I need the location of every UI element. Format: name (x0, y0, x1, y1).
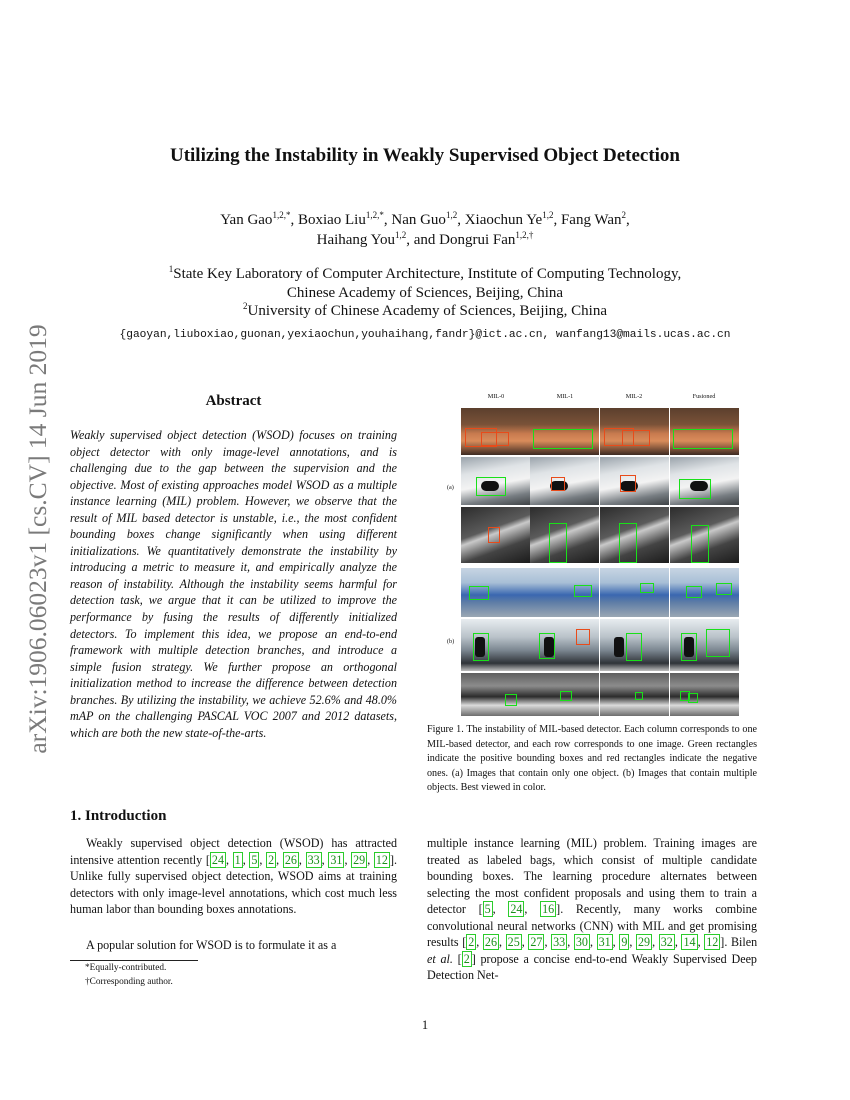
author-name: Nan Guo (391, 212, 446, 228)
paper-title: Utilizing the Instability in Weakly Supervised Object Detection (169, 145, 680, 166)
negative-box (622, 430, 650, 446)
right-column-paragraph: multiple instance learning (MIL) problem. Training images are treated as labeled bags, which consist of multiple candidate bounding boxes. The learning procedure alternates between selecting the most confident proposals and using them to train a detector [ 5 , 24 , 16 ]. Recently, many works combine convolutional neural networks (CNN) with MIL and get promising results [ 2 , 26 , 25 , 27 , 33 , 30 , 31 , 9 , 29 , 32 , 14 , 12 ]. Bilen et al. [ 2 ] propose a concise end-to-end Weakly Supervised Deep Detection Net- (427, 836, 758, 983)
negative-box (620, 475, 636, 492)
positive-box (679, 479, 711, 499)
citation-link[interactable]: 26 (284, 852, 297, 867)
affiliation-2-text: University of Chinese Academy of Sciences, Beijing, China (247, 303, 607, 319)
figure-image (670, 457, 739, 505)
citation-link[interactable]: 24 (211, 852, 224, 867)
authors-line-1: Yan Gao$^{1,2,*}$, Boxiao Liu$^{1,2,*}$, Nan Guo$^{1,2}$, Xiaochun Ye$^{1,2}$, Fang Wan$^2$, (220, 210, 630, 228)
author-affiliation-sup: 1,2 (542, 210, 554, 220)
right-text-b: . Recently, many works combine convolutional neural networks (CNN) with MIL and get promising results (427, 902, 758, 950)
figure-image (670, 507, 739, 563)
page-number: 1 (421, 1018, 429, 1032)
positive-box (574, 585, 592, 597)
figure-image (670, 568, 739, 617)
footnote-rule (70, 960, 198, 961)
right-text-d: propose a concise end-to-end Weakly Supervised Deep Detection Net- (427, 951, 757, 983)
right-citations-2: [ 2 , 26 , 25 , 27 , 33 , 30 , 31 , 9 , 29 , 32 , 14 , 12 ] (462, 935, 725, 950)
positive-box (716, 583, 732, 595)
figure-image (530, 673, 599, 716)
positive-box (681, 633, 697, 661)
positive-box (533, 429, 593, 449)
figure-image (530, 507, 599, 563)
figure-caption: Figure 1. The instability of MIL-based detector. Each column corresponds to one MIL-based detector, and each row corresponds to one image. Green rectangles indicate the positive bounding boxes and red rectangles indicate the negative ones. (a) Images that contain only one object. (b) Images that contain multiple objects. Best viewed in color. (427, 724, 757, 794)
intro-citations: [ 24 , 1 , 5 , 2 , 26 , 33 , 31 , 29 , 12 ] (205, 852, 394, 867)
positive-box (505, 694, 517, 706)
affiliation-2 (0, 303, 850, 320)
figure-image (461, 408, 530, 455)
et-al: et al. (427, 951, 453, 966)
figure-image (600, 408, 669, 455)
intro-paragraph-2: A popular solution for WSOD is to formulate it as a (86, 938, 337, 952)
citation-link[interactable]: 12 (375, 852, 388, 867)
citation-link[interactable]: 31 (330, 852, 343, 867)
positive-box (549, 523, 567, 563)
citation-link[interactable]: 16 (542, 902, 555, 917)
citation-link[interactable]: 5 (251, 852, 258, 867)
figure-image (600, 673, 669, 716)
figure-image (461, 619, 530, 671)
positive-box (688, 693, 698, 703)
figure-image (670, 673, 739, 716)
positive-box (706, 629, 730, 657)
authors-line-2: Haihang You$^{1,2}$, and Dongrui Fan$^{1,2,\dagger}$ (316, 230, 534, 248)
author-name: Fang Wan (560, 212, 622, 228)
object-silhouette (614, 637, 624, 657)
figure-image (670, 408, 739, 455)
figure-row-label-b: (b) (447, 638, 455, 645)
author-affiliation-sup: 2 (621, 210, 627, 220)
positive-box (473, 633, 489, 661)
citation-link[interactable]: 27 (530, 935, 543, 950)
figure-image (530, 568, 599, 617)
author-name: Haihang You (316, 232, 395, 248)
citation-link[interactable]: 29 (638, 935, 651, 950)
figure-column-label: Fusioned (692, 393, 716, 400)
positive-box (686, 586, 702, 598)
figure-image (600, 457, 669, 505)
intro-paragraph-1 (70, 835, 397, 918)
figure-image (461, 568, 530, 617)
abstract-body: Weakly supervised object detection (WSOD) focuses on training object detector with only image-level annotations, and is challenging due to the gap between the supervision and the objective. Most of existing approaches model WSOD as a multiple instance learning (MIL) problem. However, we observe that the result of MIL based detector is unstable, i.e., the most confident bounding boxes change significantly when using different initializations. We quantitatively demonstrate the instability by introducing a metric to measure it, and empirically analyze the reason of instability. Although the instability seems harmful for detection task, we argue that it can be utilized to improve the performance by fusing the results of differently initialized detectors. To implement this idea, we propose an end-to-end framework with multiple detection branches, and introduce a simple fusion strategy. We further propose an orthogonal initialization method to increase the difference between detection branches. By utilizing the instability, we achieve 52.6% and 48.0% mAP on the challenging PASCAL VOC 2007 and 2012 datasets, which are both the new state-of-the-arts. (70, 428, 397, 740)
figure-image (530, 619, 599, 671)
negative-box (488, 527, 500, 543)
citation-link[interactable]: 26 (484, 935, 497, 950)
right-citations-1: [ 5 , 24 , 16 ] (478, 902, 561, 917)
citation-link[interactable]: 12 (706, 935, 719, 950)
author-affiliation-sup: 1,2 (394, 230, 407, 240)
figure-image (461, 457, 530, 505)
positive-box (539, 633, 555, 659)
figure-column-label: MIL-2 (625, 393, 643, 400)
negative-box (551, 477, 565, 491)
citation-link[interactable]: 2 (463, 951, 470, 966)
footnote-equal-contribution: *Equally-contributed. (85, 963, 167, 973)
right-text-c: . Bilen (724, 935, 758, 950)
affiliation-2-sup: 2 (242, 301, 248, 311)
intro-p1-text-a: Weakly supervised object detection (WSOD) has attracted intensive attention recently (70, 836, 397, 867)
figure-column-label: MIL-1 (556, 393, 574, 400)
citation-link[interactable]: 32 (660, 935, 673, 950)
figure-image (600, 568, 669, 617)
positive-box (673, 429, 733, 449)
author-name: Xiaochun Ye (464, 212, 543, 228)
author-name: Yan Gao (220, 212, 273, 228)
figure-image (461, 673, 530, 716)
author-affiliation-sup: 1,2,† (515, 230, 534, 240)
negative-box (576, 629, 590, 645)
negative-box (481, 432, 509, 446)
intro-p1-text-b: . Unlike fully supervised object detection, WSOD aims at training detectors with only image-level annotations, which cost much less human labor than bounding boxes annotations. (70, 852, 398, 917)
citation-link[interactable]: 2 (468, 935, 475, 950)
figure-image (461, 507, 530, 563)
citation-link[interactable]: 24 (510, 902, 523, 917)
author-affiliation-sup: 1,2 (445, 210, 458, 220)
citation-link[interactable]: 1 (234, 852, 241, 867)
positive-box (469, 586, 489, 600)
positive-box (619, 523, 637, 563)
author-affiliation-sup: 1,2,* (272, 210, 291, 220)
positive-box (626, 633, 642, 661)
citation-link[interactable]: 33 (553, 935, 566, 950)
affiliation-1-line-2: Chinese Academy of Sciences, Beijing, China (286, 285, 564, 301)
author-emails: {gaoyan,liuboxiao,guonan,yexiaochun,youhaihang,fandr}@ict.ac.cn, wanfang13@mails.ucas.ac.cn (119, 329, 731, 341)
figure-image (600, 507, 669, 563)
positive-box (560, 691, 572, 701)
citation-link[interactable]: 14 (683, 935, 696, 950)
figure-1 (445, 390, 745, 722)
figure-column-label: MIL-0 (487, 393, 505, 400)
author-name: Boxiao Liu (297, 212, 366, 228)
affiliation-1-text: State Key Laboratory of Computer Architecture, Institute of Computing Technology, (173, 266, 682, 282)
author-name: Dongrui Fan (439, 232, 516, 248)
figure-image (530, 408, 599, 455)
citation-link[interactable]: 2 (268, 852, 275, 867)
author-affiliation-sup: 1,2,* (365, 210, 384, 220)
arxiv-stamp: arXiv:1906.06023v1 [cs.CV] 14 Jun 2019 (23, 324, 52, 754)
affiliation-1-line-1 (0, 266, 850, 283)
citation-link[interactable]: 31 (598, 935, 611, 950)
figure-image (530, 457, 599, 505)
citation-link[interactable]: 30 (575, 935, 588, 950)
positive-box (476, 477, 506, 496)
citation-link[interactable]: 25 (507, 935, 520, 950)
figure-image (600, 619, 669, 671)
footnote-corresponding: †Corresponding author. (85, 977, 173, 987)
affiliation-1-sup: 1 (168, 264, 174, 274)
citation-link[interactable]: 29 (353, 852, 366, 867)
citation-link[interactable]: 9 (621, 935, 628, 950)
figure-row-label-a: (a) (447, 484, 454, 491)
positive-box (640, 583, 654, 593)
figure-image (670, 619, 739, 671)
positive-box (691, 525, 709, 563)
abstract-heading: Abstract (205, 393, 262, 409)
introduction-heading: 1. Introduction (70, 808, 167, 824)
right-text-a: multiple instance learning (MIL) problem. Training images are treated as labeled bags, which consist of multiple candidate bounding boxes. The learning procedure alternates between selecting the most confident proposals and using them to train a detector (427, 836, 757, 917)
citation-link[interactable]: 33 (307, 852, 320, 867)
positive-box (635, 692, 643, 700)
citation-link[interactable]: 5 (484, 902, 491, 917)
